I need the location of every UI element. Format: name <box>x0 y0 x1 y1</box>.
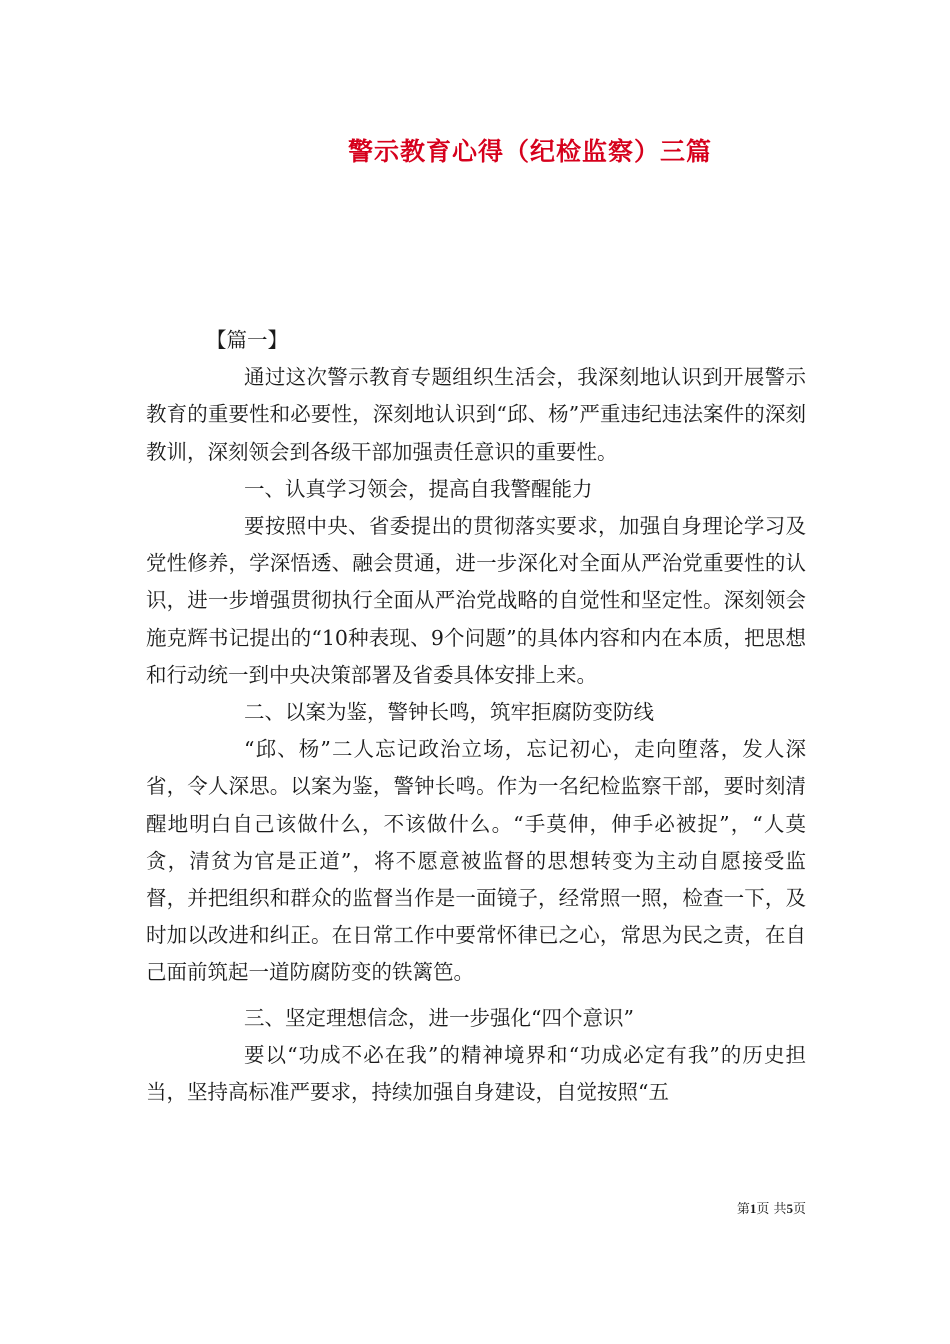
footer-current-page: 1 <box>749 1201 757 1216</box>
section-heading-1: 一、认真学习领会，提高自我警醒能力 <box>244 476 593 501</box>
paragraph-2: “邱、杨”二人忘记政治立场，忘记初心，走向堕落，发人深省，令人深思。以案为鉴，警钟长鸣。作为一名纪检监察干部，要时刻清醒地明白自己该做什么，不该做什么。“手莫伸，伸手必被捉”，“人莫贪，清贫为官是正道”，将不愿意被监督的思想转变为主动自愿接受监督，并把组织和群众的监督当作是一面镜子，经常照一照，检查一下，及时加以改进和纠正。在日常工作中要常怀律已之心，常思为民之责，在自己面前筑起一道防腐防变的铁篱笆。 <box>146 737 806 985</box>
footer-middle: 页 共 <box>756 1202 787 1217</box>
paragraph-3: 要以“功成不必在我”的精神境界和“功成必定有我”的历史担当，坚持高标准严要求，持续加强自身建设，自觉按照“五 <box>146 1042 806 1105</box>
section-heading-2: 二、以案为鉴，警钟长鸣，筑牢拒腐防变防线 <box>244 700 654 725</box>
page-footer <box>737 1198 806 1217</box>
footer-prefix: 第 <box>736 1202 750 1217</box>
paragraph-intro: 通过这次警示教育专题组织生活会，我深刻地认识到开展警示教育的重要性和必要性，深刻地认识到“邱、杨”严重违纪违法案件的深刻教训，深刻领会到各级干部加强责任意识的重要性。 <box>146 365 806 464</box>
document-title: 警示教育心得（纪检监察）三篇 <box>347 137 712 166</box>
document-body <box>146 322 806 1111</box>
section-heading-3: 三、坚定理想信念，进一步强化“四个意识” <box>244 1005 634 1030</box>
footer-suffix: 页 <box>792 1202 806 1217</box>
footer-total-pages: 5 <box>786 1201 793 1216</box>
section-label: 【篇一】 <box>206 328 288 352</box>
paragraph-1: 要按照中央、省委提出的贯彻落实要求，加强自身理论学习及党性修养，学深悟透、融会贯通，进一步深化对全面从严治党重要性的认识，进一步增强贯彻执行全面从严治党战略的自觉性和坚定性。深刻领会施克辉书记提出的“10种表现、9个问题”的具体内容和内在本质，把思想和行动统一到中央决策部署及省委具体安排上来。 <box>146 514 806 687</box>
